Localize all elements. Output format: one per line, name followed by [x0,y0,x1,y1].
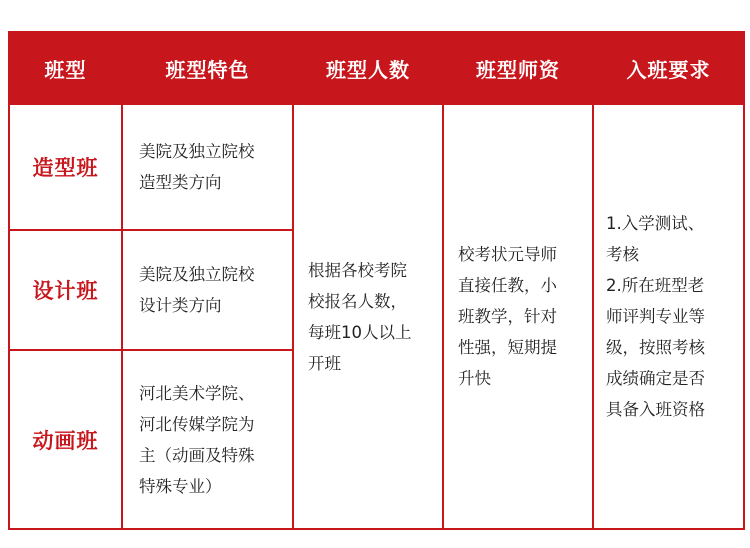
requirement-line: 考核 [606,245,639,264]
class-type-design: 设计班 [9,230,122,350]
requirement-line: 成绩确定是否 [606,369,705,388]
requirement-line: 师评判专业等 [606,307,705,326]
class-size-cell [293,104,443,529]
requirement-line: 具备入班资格 [606,400,705,419]
class-feature-cell [122,350,293,529]
header-class-size: 班型人数 [293,32,443,104]
teachers-cell [443,104,593,529]
teachers-line: 班教学，针对 [458,307,557,326]
class-info-table [8,31,745,530]
feature-line: 河北传媒学院为 [139,414,255,434]
class-type-animation: 动画班 [9,350,122,529]
class-feature-cell [122,104,293,230]
header-row [9,32,744,104]
header-class-teachers: 班型师资 [443,32,593,104]
size-line: 每班10人以上 [308,322,412,342]
feature-line: 河北美术学院、 [139,383,255,403]
class-feature-cell [122,230,293,350]
requirement-line: 2.所在班型老 [606,276,705,295]
requirement-line: 级，按照考核 [606,338,705,357]
size-line: 根据各校考院 [308,260,407,280]
feature-line: 造型类方向 [139,173,222,192]
size-line: 开班 [308,353,341,373]
header-class-type: 班型 [9,32,122,104]
header-class-feature: 班型特色 [122,32,293,104]
teachers-line: 校考状元导师 [458,245,557,264]
requirement-line: 1.入学测试、 [606,214,705,233]
class-type-sculpture: 造型班 [9,104,122,230]
feature-line: 特殊专业） [139,476,222,496]
table-row [9,104,744,230]
feature-line: 美院及独立院校 [139,142,255,161]
teachers-line: 直接任教，小 [458,276,557,295]
feature-line: 设计类方向 [139,296,222,315]
teachers-line: 升快 [458,369,491,388]
teachers-line: 性强，短期提 [458,338,557,357]
feature-line: 美院及独立院校 [139,265,255,284]
requirements-cell [593,104,744,529]
size-line: 校报名人数， [308,291,407,311]
feature-line: 主（动画及特殊 [139,445,255,465]
header-class-requirements: 入班要求 [593,32,744,104]
